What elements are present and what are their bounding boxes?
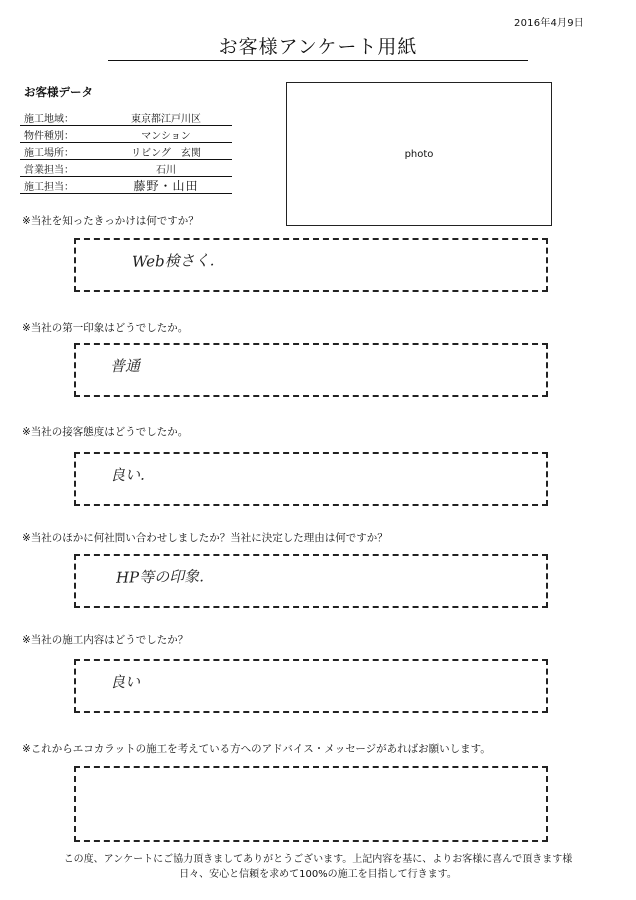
customer-row-area [20, 109, 232, 126]
footer-message [0, 852, 636, 882]
answer-box-1 [74, 238, 548, 292]
page-title: お客様アンケート用紙 [218, 36, 418, 58]
customer-row-label: 施工担当： [24, 181, 74, 193]
question-6: ※これからエコカラットの施工を考えている方へのアドバイス・メッセージがあればお願いします。 [22, 743, 491, 755]
customer-row-label: 施工場所： [24, 147, 74, 159]
customer-row-value: 東京都江戸川区 [131, 113, 201, 125]
question-5: ※当社の施工内容はどうでしたか？ [22, 634, 189, 646]
answer-box-2 [74, 343, 548, 397]
answer-box-5 [74, 659, 548, 713]
footer-line-1: この度、アンケートにご協力頂きましてありがとうございます。上記内容を基に、よりお客様に喜んで頂きます様 [63, 854, 573, 865]
answer-box-3 [74, 452, 548, 506]
answer-2-handwriting: 普通 [109, 356, 141, 376]
photo-label: photo [404, 148, 434, 160]
customer-row-label: 営業担当： [24, 164, 74, 176]
customer-row-label: 施工地域： [24, 113, 74, 125]
answer-box-6 [74, 766, 548, 842]
customer-row-value: 石川 [156, 164, 176, 176]
customer-data-table [20, 109, 232, 194]
customer-row-location [20, 143, 232, 160]
customer-row-value-handwritten: 藤野・山田 [133, 178, 199, 193]
question-3: ※当社の接客態度はどうでしたか。 [22, 426, 189, 438]
customer-row-installer [20, 177, 232, 194]
customer-row-value: リビング 玄関 [131, 147, 201, 159]
footer-line-2: 日々、安心と信頼を求めて100%の施工を目指して行きます。 [179, 869, 457, 880]
title-underline [108, 60, 528, 61]
question-1: ※当社を知ったきっかけは何ですか？ [22, 215, 199, 227]
photo-placeholder [286, 82, 552, 226]
customer-row-label: 物件種別： [24, 130, 74, 142]
answer-5-handwriting: 良い [109, 672, 141, 692]
answer-box-4 [74, 554, 548, 608]
answer-4-handwriting: HP等の印象. [115, 567, 205, 587]
customer-row-sales-rep [20, 160, 232, 177]
customer-row-property-type [20, 126, 232, 143]
question-4: ※当社のほかに何社問い合わせしましたか？当社に決定した理由は何ですか？ [22, 532, 388, 544]
question-2: ※当社の第一印象はどうでしたか。 [22, 322, 189, 334]
customer-row-value: マンション [141, 130, 191, 142]
customer-data-heading: お客様データ [24, 85, 93, 99]
answer-1-handwriting: Web検さく. [131, 251, 215, 271]
answer-3-handwriting: 良い. [109, 465, 145, 485]
survey-date: 2016年4月9日 [514, 18, 584, 29]
